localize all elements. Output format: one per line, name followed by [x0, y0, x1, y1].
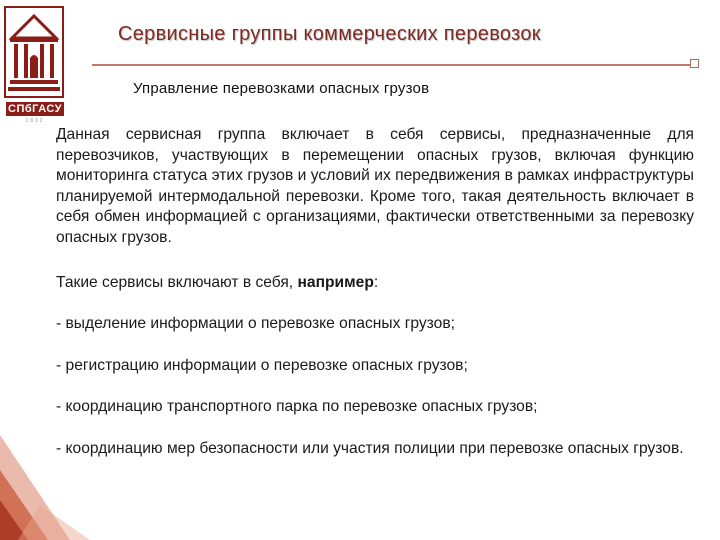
university-logo [2, 4, 66, 122]
list-item: - выделение информации о перевозке опасных грузов; [56, 315, 455, 333]
list-intro-lead: Такие сервисы включают в себя, [56, 273, 298, 291]
logo-year: 1832 [25, 118, 45, 124]
list-item: - регистрацию информации о перевозке опасных грузов; [56, 356, 468, 374]
page-title: Сервисные группы коммерческих перевозок [118, 23, 541, 45]
description-paragraph: Данная сервисная группа включает в себя сервисы, предназначенные для перевозчиков, участвующих в перемещении опасных грузов, включая функцию мониторинга статуса этих грузов и условий их передвижения в рамках инфраструктуры планируемой интермодальной перевозки. Кроме того, такая деятельность включает в себя обмен информацией с организациями, фактически ответственными за перевозку опасных грузов. [56, 126, 694, 246]
list-intro [56, 273, 694, 294]
logo-caption: СПбГАСУ [8, 103, 62, 115]
divider-end-square [690, 59, 699, 68]
list-item: - координацию мер безопасности или участия полиции при перевозке опасных грузов. [56, 439, 684, 457]
building-icon [2, 4, 66, 102]
page-subtitle: Управление перевозками опасных грузов [133, 80, 430, 97]
slide-body [56, 125, 694, 475]
title-divider [92, 64, 692, 66]
list-intro-emphasis: например [297, 273, 374, 291]
list-intro-tail: : [373, 273, 379, 291]
list-item: - координацию транспортного парка по перевозке опасных грузов; [56, 398, 538, 416]
